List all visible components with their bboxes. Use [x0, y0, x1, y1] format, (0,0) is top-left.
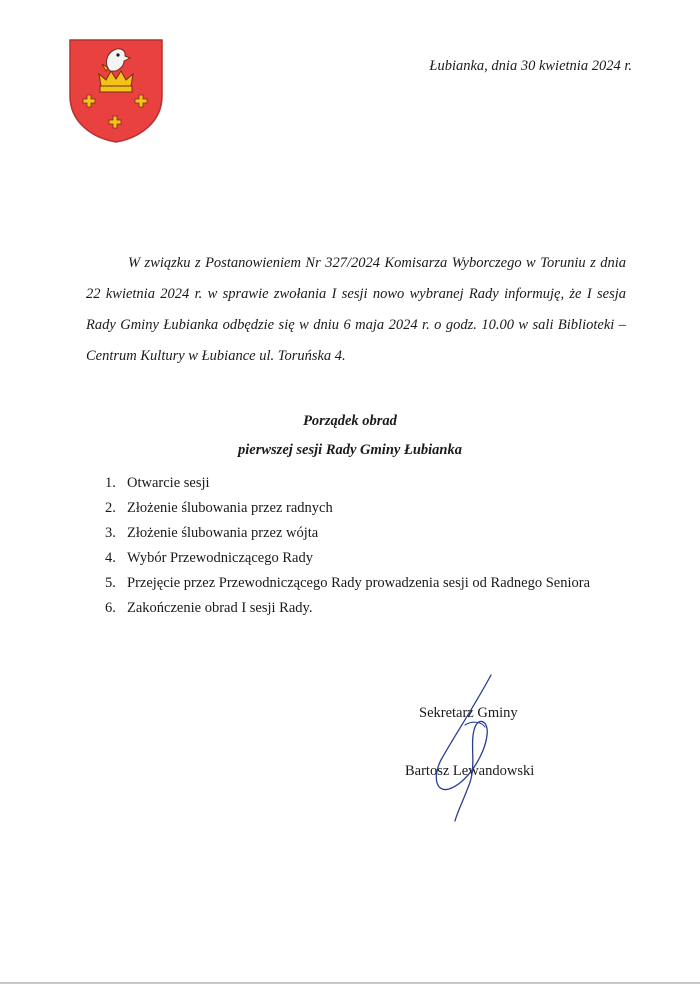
place-and-date: Łubianka, dnia 30 kwietnia 2024 r. [429, 58, 632, 74]
signatory-name: Bartosz Lewandowski [405, 763, 535, 779]
intro-paragraph: W związku z Postanowieniem Nr 327/2024 Komisarza Wyborczego w Toruniu z dnia 22 kwietnia 2024 r. w sprawie zwołania I sesji nowo wybranej Rady informuję, że I sesja Rady Gminy Łubianka odbędzie się w dniu 6 maja 2024 r. o godz. 10.00 w sali Biblioteki – Centrum Kultury w Łubiance ul. Toruńska 4. [86, 255, 626, 364]
agenda-item-number: 3. [105, 525, 116, 541]
agenda-item-text: Przejęcie przez Przewodniczącego Rady prowadzenia sesji od Radnego Seniora [127, 575, 591, 591]
agenda-item-text: Otwarcie sesji [127, 475, 210, 491]
agenda-item-text: Złożenie ślubowania przez radnych [127, 500, 333, 516]
agenda-item-number: 5. [105, 575, 116, 591]
coat-of-arms-icon [68, 38, 164, 144]
agenda-subtitle: pierwszej sesji Rady Gminy Łubianka [238, 442, 462, 458]
agenda-item-number: 1. [105, 475, 116, 491]
agenda-item-text: Zakończenie obrad I sesji Rady. [127, 600, 313, 616]
handwritten-signature [405, 665, 515, 825]
agenda-item-number: 2. [105, 500, 116, 516]
signatory-role: Sekretarz Gminy [419, 705, 518, 721]
agenda-item [105, 496, 590, 521]
agenda-item [105, 471, 590, 496]
agenda-title: Porządek obrad [303, 413, 397, 429]
agenda-item [105, 571, 590, 596]
agenda-item-number: 6. [105, 600, 116, 616]
agenda-item [105, 521, 590, 546]
agenda-item-text: Wybór Przewodniczącego Rady [127, 550, 313, 566]
agenda-list [105, 471, 590, 621]
agenda-item-number: 4. [105, 550, 116, 566]
agenda-item [105, 546, 590, 571]
agenda-item [105, 596, 590, 621]
page-bottom-edge [0, 982, 700, 984]
agenda-item-text: Złożenie ślubowania przez wójta [127, 525, 319, 541]
